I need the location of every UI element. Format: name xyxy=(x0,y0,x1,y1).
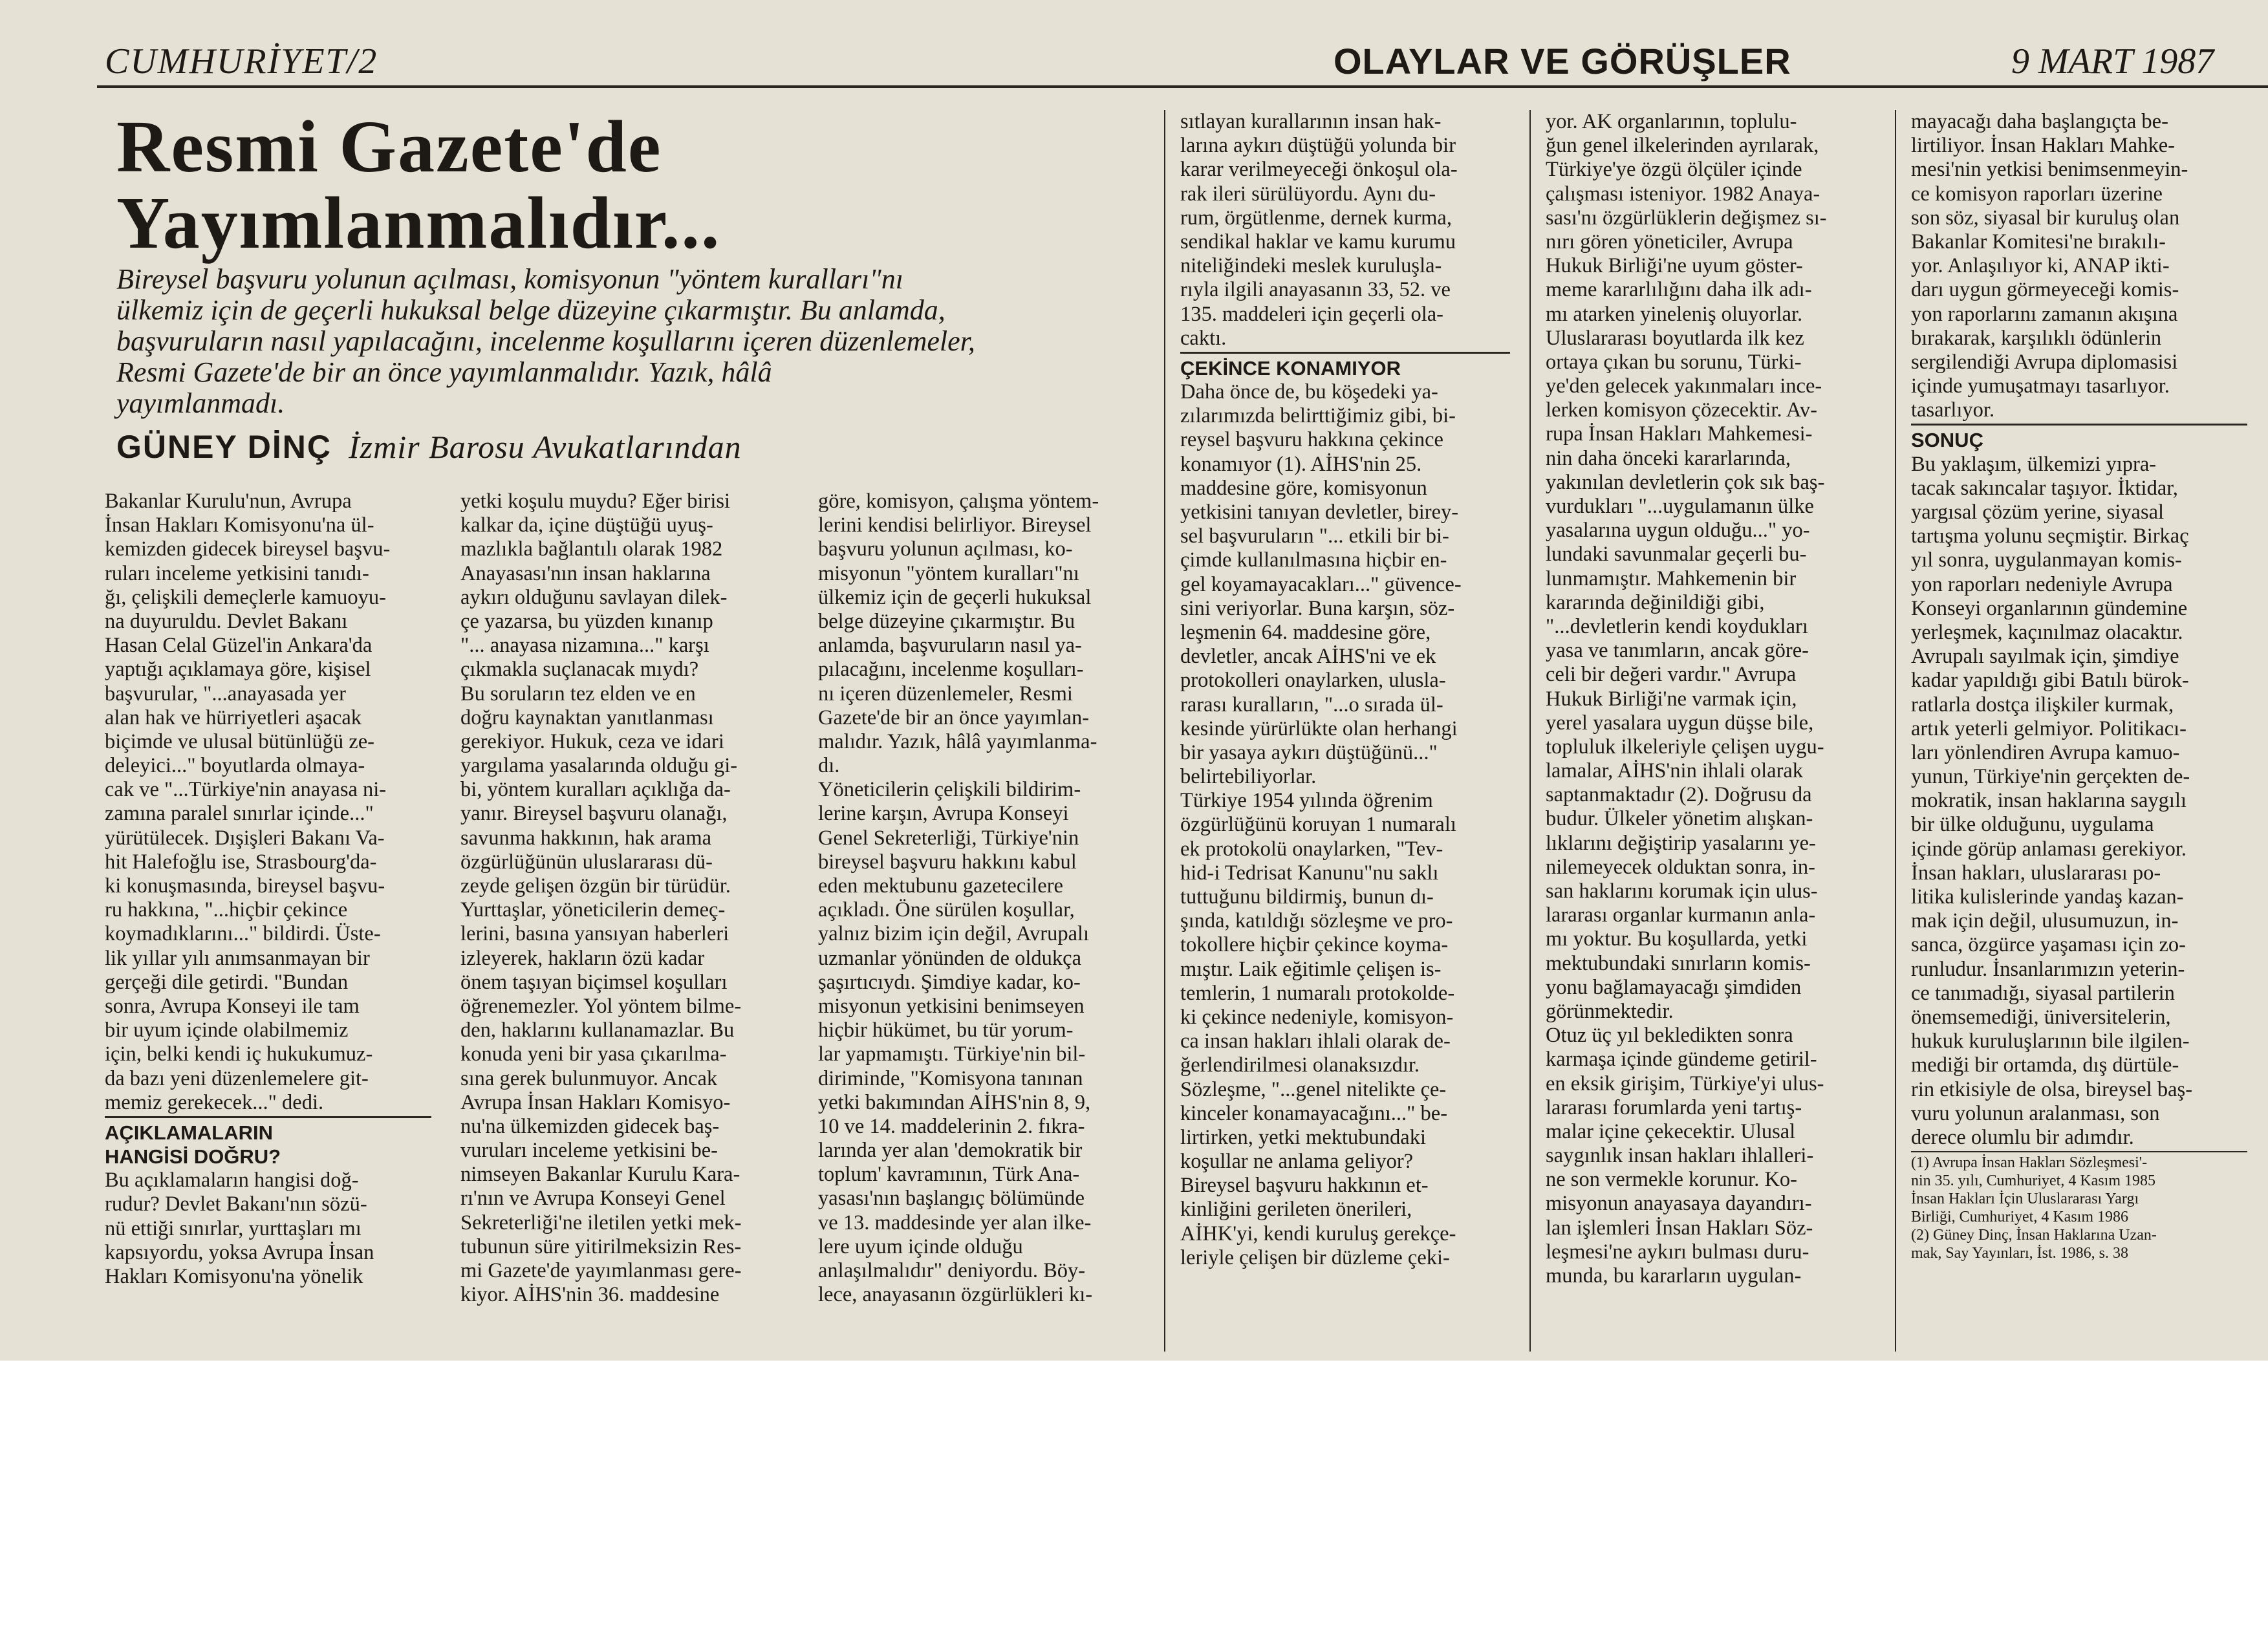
text-line: yon raporlarını zamanın akışına xyxy=(1911,302,2178,326)
text-line: belirtebiliyorlar. xyxy=(1180,765,1317,789)
text-line: yor. Anlaşılıyor ki, ANAP ikti- xyxy=(1911,254,2170,278)
text-line: eden mektubunu gazetecilere xyxy=(818,874,1063,898)
text-line: ülkemiz için de geçerli hukuksal xyxy=(818,585,1092,609)
text-line: bir uyum içinde olabilmemiz xyxy=(105,1018,349,1042)
text-line: kiyor. AİHS'nin 36. maddesine xyxy=(460,1283,720,1307)
text-line: sini veriyorlar. Buna karşın, söz- xyxy=(1180,596,1455,620)
text-line: rı'nın ve Avrupa Konseyi Genel xyxy=(460,1187,726,1211)
text-line: karmaşa içinde gündeme getiril- xyxy=(1546,1048,1817,1072)
text-line: misyonun yetkisini benimseyen xyxy=(818,994,1085,1018)
deck-line: başvuruların nasıl yapılacağını, incelenme koşullarını içeren düzenlemeler, xyxy=(116,325,975,357)
footnote-line: mak, Say Yayınları, İst. 1986, s. 38 xyxy=(1911,1245,2128,1262)
text-line: yaptığı açıklamaya göre, kişisel xyxy=(105,658,371,682)
text-line: konamıyor (1). AİHS'nin 25. xyxy=(1180,452,1422,476)
deck-line: yayımlanmadı. xyxy=(116,387,285,419)
text-line: ğı, çelişkili demeçlerle kamuoyu- xyxy=(105,585,386,609)
text-line: Hakları Komisyonu'na yönelik xyxy=(105,1265,363,1289)
text-line: vurdukları "...uygulamanın ülke xyxy=(1546,495,1814,518)
text-line: artık yeterli gelmiyor. Politikacı- xyxy=(1911,717,2187,740)
text-line: lan işlemleri İnsan Hakları Söz- xyxy=(1546,1216,1813,1240)
text-line: vuru yolunun aralanması, son xyxy=(1911,1101,2160,1125)
text-line: yargılama yasalarında olduğu gi- xyxy=(460,754,738,778)
text-line: zamına paralel sınırlar içinde..." xyxy=(105,802,374,826)
text-line: Daha önce de, bu köşedeki ya- xyxy=(1180,380,1438,404)
header-rule xyxy=(97,85,2268,88)
text-line: deleyici..." boyutlarda olmaya- xyxy=(105,754,365,778)
text-line: nilemeyecek olduktan sonra, in- xyxy=(1546,855,1815,879)
text-line: lerini kendisi belirliyor. Bireysel xyxy=(818,513,1092,537)
text-line: lerken komisyon çözecektir. Av- xyxy=(1546,398,1817,422)
text-line: çalışması isteniyor. 1982 Anaya- xyxy=(1546,182,1820,206)
text-line: Avrupalı sayılmak için, şimdiye xyxy=(1911,645,2179,669)
text-line: yasa ve tanımların, ancak göre- xyxy=(1546,639,1809,663)
text-line: özgürlüğünün uluslararası dü- xyxy=(460,850,713,874)
text-line: biçimde ve ulusal bütünlüğü ze- xyxy=(105,729,374,753)
text-line: konuda yeni bir yasa çıkarılma- xyxy=(460,1042,727,1066)
text-line: alan hak ve hürriyetleri aşacak xyxy=(105,706,362,729)
text-line: litika kulislerinde yandaş kazan- xyxy=(1911,885,2184,909)
text-line: önem taşıyan biçimsel koşulları xyxy=(460,970,728,994)
text-line: kesinde yürürlükte olan herhangi xyxy=(1180,717,1458,740)
text-line: çıkmakla suçlanacak mıydı? xyxy=(460,658,699,682)
text-line: lararası forumlarda yeni tartış- xyxy=(1546,1095,1802,1119)
text-line: rum, örgütlenme, dernek kurma, xyxy=(1180,206,1452,230)
text-line: savunma hakkının, hak arama xyxy=(460,826,712,850)
text-line: yerel yasalara uygun düşse bile, xyxy=(1546,711,1814,735)
footnote-line: İnsan Hakları İçin Uluslararası Yargı xyxy=(1911,1191,2139,1208)
text-line: kararında değinildiği gibi, xyxy=(1546,590,1765,614)
text-line: yerleşmek, kaçınılmaz olacaktır. xyxy=(1911,620,2183,644)
text-line: Hasan Celal Güzel'in Ankara'da xyxy=(105,634,373,658)
text-line: Bu soruların tez elden ve en xyxy=(460,682,696,706)
text-line: Otuz üç yıl bekledikten sonra xyxy=(1546,1024,1793,1048)
text-line: lik yıllar yılı anımsanmayan bir xyxy=(105,946,370,970)
text-line: ki çekince nedeniyle, komisyon- xyxy=(1180,1005,1454,1029)
text-line: hit Halefoğlu ise, Strasbourg'da- xyxy=(105,850,377,874)
text-line: ve 13. maddesinde yer alan ilke- xyxy=(818,1211,1092,1234)
text-line: nırı gören yöneticiler, Avrupa xyxy=(1546,230,1793,253)
text-line: ratlarla dostça ilişkiler kurmak, xyxy=(1911,693,2174,717)
text-line: ortaya çıkan bu sorunu, Türki- xyxy=(1546,350,1802,374)
text-line: Hukuk Birliği'ne uyum göster- xyxy=(1546,254,1803,278)
text-line: 10 ve 14. maddelerinin 2. fıkra- xyxy=(818,1114,1085,1138)
text-line: san haklarını korumak için ulus- xyxy=(1546,879,1818,903)
text-line: mıştır. Laik eğitimle çelişen is- xyxy=(1180,957,1442,981)
text-line: mı atarken yineleniş oluyorlar. xyxy=(1546,302,1803,326)
text-line: Türkiye 1954 yılında öğrenim xyxy=(1180,789,1433,813)
text-line: AİHK'yi, kendi kuruluş gerekçe- xyxy=(1180,1222,1456,1245)
text-line: topluluk ilkeleriyle çelişen uygu- xyxy=(1546,735,1824,759)
text-line: "...devletlerin kendi koydukları xyxy=(1546,614,1808,638)
subheading: HANGİSİ DOĞRU? xyxy=(105,1145,281,1169)
text-line: gerekiyor. Hukuk, ceza ve idari xyxy=(460,729,724,753)
text-line: şaşırtıcıydı. Şimdiye kadar, ko- xyxy=(818,970,1081,994)
article-column-6 xyxy=(1911,110,2247,1262)
text-line: sergilendiği Avrupa diplomasisi xyxy=(1911,350,2178,374)
text-line: lıklarını değiştirip yasalarını ye- xyxy=(1546,831,1816,855)
text-line: na duyuruldu. Devlet Bakanı xyxy=(105,609,348,633)
text-line: saygınlık insan hakları ihlalleri- xyxy=(1546,1144,1814,1168)
text-line: Sözleşme, "...genel nitelikte çe- xyxy=(1180,1077,1447,1101)
text-line: aykırı olduğunu savlayan dilek- xyxy=(460,585,728,609)
text-line: mokratik, insan haklarına saygılı xyxy=(1911,789,2187,813)
article-column-2 xyxy=(460,490,787,1307)
text-line: karar verilmeyeceği önkoşul ola- xyxy=(1180,158,1458,182)
text-line: tasarlıyor. xyxy=(1911,398,1995,422)
text-line: reysel başvuru hakkına çekince xyxy=(1180,428,1443,452)
text-line: bir ülke olduğunu, uygulama xyxy=(1911,813,2154,837)
text-line: "... anayasa nizamına..." karşı xyxy=(460,634,709,658)
text-line: sendikal haklar ve kamu kurumu xyxy=(1180,230,1456,253)
text-line: yanır. Bireysel başvuru olanağı, xyxy=(460,802,728,826)
text-line: şında, katıldığı sözleşme ve pro- xyxy=(1180,909,1453,933)
text-line: lece, anayasanın özgürlükleri kı- xyxy=(818,1283,1093,1307)
text-line: rıyla ilgili anayasanın 33, 52. ve xyxy=(1180,278,1451,302)
deck-line: Resmi Gazete'de bir an önce yayımlanmalıdır. Yazık, hâlâ xyxy=(116,356,772,388)
text-line: yasası'nın başlangıç bölümünde xyxy=(818,1187,1085,1211)
subheading: ÇEKİNCE KONAMIYOR xyxy=(1180,352,1510,380)
text-line: Türkiye'ye özgü ölçüler içinde xyxy=(1546,158,1802,182)
text-line: ğun genel ilkelerinden ayrılarak, xyxy=(1546,134,1819,158)
text-line: ğerlendirilmesi olanaksızdır. xyxy=(1180,1053,1420,1077)
text-line: çe yazarsa, bu yüzden kınanıp xyxy=(460,609,713,633)
text-line: Yöneticilerin çelişkili bildirim- xyxy=(818,778,1081,802)
text-line: hiçbir hükümet, bu tür yorum- xyxy=(818,1018,1074,1042)
text-line: lararası organlar kurmanın anla- xyxy=(1546,903,1816,927)
text-line: mediği bir ortamda, dış dürtüle- xyxy=(1911,1053,2179,1077)
text-line: rarası kuralların, "...o sırada ül- xyxy=(1180,693,1443,717)
text-line: lamalar, AİHS'nin ihlali olarak xyxy=(1546,759,1804,783)
text-line: zılarımızda belirttiğimiz gibi, bi- xyxy=(1180,404,1456,428)
text-line: yonu bağlamayacağı şimdiden xyxy=(1546,975,1802,999)
footnote-rule xyxy=(1911,1151,2247,1152)
text-line: Yurttaşlar, yöneticilerin demeç- xyxy=(460,898,726,922)
text-line: meme kararlılığını daha ilk adı- xyxy=(1546,278,1812,302)
text-line: cak ve "...Türkiye'nin anayasa ni- xyxy=(105,778,387,802)
author-name: GÜNEY DİNÇ xyxy=(116,429,332,465)
text-line: özgürlüğünü koruyan 1 numaralı xyxy=(1180,813,1456,837)
issue-date: 9 MART 1987 xyxy=(2011,41,2214,81)
text-line: koymadıklarını..." bildirdi. Üste- xyxy=(105,922,381,946)
text-line: anlamda, başvuruların nasıl ya- xyxy=(818,634,1082,658)
text-line: ce komisyon raporları üzerine xyxy=(1911,182,2163,206)
text-line: yetki koşulu muydu? Eğer birisi xyxy=(460,490,731,513)
text-line: ek protokolü onaylarken, "Tev- xyxy=(1180,837,1443,861)
text-line: vuruları inceleme yetkisini be- xyxy=(460,1139,718,1163)
text-line: yalnız bizim için değil, Avrupalı xyxy=(818,922,1090,946)
text-line: larında yer alan 'demokratik bir xyxy=(818,1139,1083,1163)
text-line: nimseyen Bakanlar Kurulu Kara- xyxy=(460,1163,740,1187)
text-line: önemsemediği, üniversitelerin, xyxy=(1911,1005,2171,1029)
text-line: Hukuk Birliği'ne varmak için, xyxy=(1546,687,1797,711)
text-line: ruları inceleme yetkisini tanıdı- xyxy=(105,561,369,585)
text-line: lerini, basına yansıyan haberleri xyxy=(460,922,729,946)
text-line: nı içeren düzenlemeler, Resmi xyxy=(818,682,1073,706)
text-line: başvurular, "...anayasada yer xyxy=(105,682,346,706)
text-line: niteliğindeki meslek kuruluşla- xyxy=(1180,254,1442,278)
text-line: lere uyum içinde olduğu xyxy=(818,1234,1023,1258)
article-column-5 xyxy=(1546,110,1882,1288)
text-line: hid-i Tedrisat Kanunu"nu saklı xyxy=(1180,861,1439,885)
text-line: leşmesi'ne aykırı bulması duru- xyxy=(1546,1240,1809,1264)
text-line: kinceler konamayacağını..." be- xyxy=(1180,1101,1448,1125)
section-title: OLAYLAR VE GÖRÜŞLER xyxy=(1334,41,1791,81)
article-column-1 xyxy=(105,490,431,1289)
text-line: gerçeği dile getirdi. "Bundan xyxy=(105,970,349,994)
text-line: yon raporları nedeniyle Avrupa xyxy=(1911,572,2173,596)
text-line: ne son vermekle korunur. Ko- xyxy=(1546,1168,1798,1192)
text-line: içinde görüp anlaması gerekiyor. xyxy=(1911,837,2187,861)
text-line: derece olumlu bir adımdır. xyxy=(1911,1125,2134,1149)
text-line: Bakanlar Kurulu'nun, Avrupa xyxy=(105,490,352,513)
text-line: anlaşılmalıdır" deniyordu. Böy- xyxy=(818,1259,1086,1282)
text-line: için, belki kendi iç hukukumuz- xyxy=(105,1042,373,1066)
subheading: AÇIKLAMALARIN xyxy=(105,1116,431,1145)
text-line: ları yönlendiren Avrupa kamuo- xyxy=(1911,740,2180,764)
text-line: caktı. xyxy=(1180,326,1227,350)
text-line: tuttuğunu bildirmiş, bunun dı- xyxy=(1180,885,1434,909)
text-line: yargısal çözüm yerine, siyasal xyxy=(1911,501,2165,524)
newspaper-page-label: CUMHURİYET/2 xyxy=(105,41,378,81)
text-line: 135. maddeleri için geçerli ola- xyxy=(1180,302,1443,326)
text-line: açıkladı. Öne sürülen koşullar, xyxy=(818,898,1075,922)
text-line: mesi'nin yetkisi benimsenmeyin- xyxy=(1911,158,2188,182)
footnote-line: (1) Avrupa İnsan Hakları Sözleşmesi'- xyxy=(1911,1154,2148,1172)
subheading: SONUÇ xyxy=(1911,424,2247,452)
text-line: tubunun süre yitirilmeksizin Res- xyxy=(460,1234,742,1258)
text-line: lar yapmamıştı. Türkiye'nin bil- xyxy=(818,1042,1086,1066)
text-line: yıl sonra, uygulanmayan komis- xyxy=(1911,548,2182,572)
text-line: yasalarına uygun olduğu..." yo- xyxy=(1546,519,1810,543)
text-line: lerine karşın, Avrupa Konseyi xyxy=(818,802,1069,826)
text-line: sel başvuruların "... etkili bir bi- xyxy=(1180,524,1449,548)
text-line: dı. xyxy=(818,754,840,778)
text-line: mazlıkla bağlantılı olarak 1982 xyxy=(460,537,723,561)
text-line: bireysel başvuru hakkını kabul xyxy=(818,850,1077,874)
text-line: tartışma yolunu seçmiştir. Birkaç xyxy=(1911,524,2189,548)
text-line: devletler, ancak AİHS'ni ve ek xyxy=(1180,645,1436,669)
text-line: mi Gazete'de yayımlanması gere- xyxy=(460,1259,742,1282)
text-line: yakınılan devletlerin çok sık baş- xyxy=(1546,470,1825,494)
text-line: ki konuşmasında, bireysel başvu- xyxy=(105,874,385,898)
text-line: den, haklarını kullanamazlar. Bu xyxy=(460,1018,735,1042)
text-line: rudur? Devlet Bakanı'nın sözü- xyxy=(105,1192,367,1216)
text-line: mı yoktur. Bu koşullarda, yetki xyxy=(1546,927,1808,951)
column-divider xyxy=(1895,110,1896,1352)
text-line: ye'den gelecek yakınmaları ince- xyxy=(1546,374,1822,398)
text-line: çimde kullanılmasına hiçbir en- xyxy=(1180,548,1447,572)
text-line: budur. Ülkeler yönetim alışkan- xyxy=(1546,807,1813,831)
text-line: mayacağı daha başlangıçta be- xyxy=(1911,110,2168,133)
text-line: leriyle çelişen bir düzleme çeki- xyxy=(1180,1245,1450,1269)
text-line: Genel Sekreterliği, Türkiye'nin xyxy=(818,826,1079,850)
text-line: maddesine göre, komisyonun xyxy=(1180,476,1427,500)
text-line: Avrupa İnsan Hakları Komisyo- xyxy=(460,1090,731,1114)
text-line: içinde yumuşatmayı tasarlıyor. xyxy=(1911,374,2170,398)
text-line: tacak sakıncalar taşıyor. İktidar, xyxy=(1911,476,2178,500)
text-line: Sekreterliği'ne iletilen yetki mek- xyxy=(460,1211,742,1234)
deck-line: Bireysel başvuru yolunun açılması, komisyonun "yöntem kuralları"nı xyxy=(116,263,904,295)
author-affiliation: İzmir Barosu Avukatlarından xyxy=(349,429,742,465)
text-line: malar içine çekecektir. Ulusal xyxy=(1546,1119,1796,1143)
text-line: yetkisini tanıyan devletler, birey- xyxy=(1180,501,1459,524)
text-line: diriminde, "Komisyona tanınan xyxy=(818,1066,1083,1090)
text-line: nü ettiği sınırlar, yurttaşları mı xyxy=(105,1216,362,1240)
text-line: misyonun "yöntem kuralları"nı xyxy=(818,561,1079,585)
deck-line: ülkemiz için de geçerli hukuksal belge düzeyine çıkarmıştır. Bu anlamda, xyxy=(116,294,945,326)
text-line: kalkar da, içine düştüğü uyuş- xyxy=(460,513,713,537)
text-line: sası'nı özgürlüklerin değişmez sı- xyxy=(1546,206,1827,230)
text-line: runludur. İnsanlarımızın yeterin- xyxy=(1911,957,2185,981)
text-line: misyonun anayasaya dayandırı- xyxy=(1546,1192,1812,1216)
text-line: pılacağını, incelenme koşulları- xyxy=(818,658,1084,682)
text-line: mak için değil, ulusumuzun, in- xyxy=(1911,909,2179,933)
text-line: uzmanlar yönünden de oldukça xyxy=(818,946,1082,970)
text-line: lirtiliyor. İnsan Hakları Mahke- xyxy=(1911,134,2175,158)
text-line: yetki bakımından AİHS'nin 8, 9, xyxy=(818,1090,1091,1114)
text-line: İnsan Hakları Komisyonu'na ül- xyxy=(105,513,374,537)
text-line: lirtirken, yetki mektubundaki xyxy=(1180,1125,1426,1149)
text-line: larına aykırı düştüğü yolunda bir xyxy=(1180,134,1456,158)
text-line: görünmektedir. xyxy=(1546,999,1674,1023)
text-line: leşmenin 64. maddesine göre, xyxy=(1180,620,1431,644)
headline-line: Yayımlanmalıdır... xyxy=(116,182,721,264)
article-deck xyxy=(116,264,1171,419)
text-line: lundaki savunmalar geçerli bu- xyxy=(1546,543,1807,566)
article-headline xyxy=(116,105,1164,264)
text-line: malıdır. Yazık, hâlâ yayımlanma- xyxy=(818,729,1097,753)
text-line: rin etkisiyle de olsa, bireysel baş- xyxy=(1911,1077,2193,1101)
column-divider xyxy=(1164,110,1165,1352)
text-line: nin daha önceki kararlarında, xyxy=(1546,446,1791,470)
text-line: ce tanımadığı, siyasal partilerin xyxy=(1911,981,2175,1005)
text-line: nu'na ülkemizden gidecek baş- xyxy=(460,1114,720,1138)
text-line: Uluslararası boyutlarda ilk kez xyxy=(1546,326,1804,350)
footnote-line: Birliği, Cumhuriyet, 4 Kasım 1986 xyxy=(1911,1209,2128,1226)
text-line: bırakarak, karşılıklı ödünlerin xyxy=(1911,326,2162,350)
text-line: Bireysel başvuru hakkının et- xyxy=(1180,1174,1429,1198)
text-line: mektubundaki sınırların komis- xyxy=(1546,951,1811,975)
article-column-3 xyxy=(818,490,1145,1307)
text-line: rak ileri sürülüyordu. Aynı du- xyxy=(1180,182,1436,206)
text-line: göre, komisyon, çalışma yöntem- xyxy=(818,490,1099,513)
text-line: memiz gerekecek..." dedi. xyxy=(105,1090,324,1114)
text-line: rupa İnsan Hakları Mahkemesi- xyxy=(1546,422,1813,446)
text-line: zeyde gelişen özgün bir türüdür. xyxy=(460,874,731,898)
text-line: Bakanlar Komitesi'ne bırakılı- xyxy=(1911,230,2166,253)
text-line: koşullar ne anlama geliyor? xyxy=(1180,1150,1414,1174)
text-line: öğrenemezler. Yol yöntem bilme- xyxy=(460,994,742,1018)
text-line: gel koyamayacakları..." güvence- xyxy=(1180,572,1462,596)
text-line: Anayasası'nın insan haklarına xyxy=(460,561,711,585)
text-line: doğru kaynaktan yanıtlanması xyxy=(460,706,714,729)
text-line: protokolleri onaylarken, ulusla- xyxy=(1180,669,1446,693)
text-line: İnsan hakları, uluslararası po- xyxy=(1911,861,2161,885)
text-line: sonra, Avrupa Konseyi ile tam xyxy=(105,994,360,1018)
text-line: Bu yaklaşım, ülkemizi yıpra- xyxy=(1911,452,2157,476)
text-line: kapsıyordu, yoksa Avrupa İnsan xyxy=(105,1240,374,1264)
text-line: ru hakkına, "...hiçbir çekince xyxy=(105,898,348,922)
text-line: en eksik girişim, Türkiye'yi ulus- xyxy=(1546,1072,1824,1095)
text-line: sıtlayan kurallarının insan hak- xyxy=(1180,110,1442,133)
text-line: belge düzeyine çıkarmıştır. Bu xyxy=(818,609,1075,633)
column-divider xyxy=(1529,110,1531,1352)
text-line: kadar yapıldığı gibi Batılı bürok- xyxy=(1911,669,2189,693)
text-line: Bu açıklamaların hangisi doğ- xyxy=(105,1169,359,1192)
text-line: lunmamıştır. Mahkemenin bir xyxy=(1546,566,1797,590)
text-line: bi, yöntem kuralları açıklığa da- xyxy=(460,778,731,802)
text-line: temlerin, 1 numaralı protokolde- xyxy=(1180,981,1455,1005)
text-line: yürütülecek. Dışişleri Bakanı Va- xyxy=(105,826,385,850)
text-line: darı uygun görmeyeceği komis- xyxy=(1911,278,2179,302)
byline xyxy=(116,428,1164,469)
text-line: saptanmaktadır (2). Doğrusu da xyxy=(1546,783,1812,807)
footnote-line: (2) Güney Dinç, İnsan Haklarına Uzan- xyxy=(1911,1227,2157,1244)
text-line: tokollere hiçbir çekince koyma- xyxy=(1180,933,1449,957)
text-line: munda, bu kararların uygulan- xyxy=(1546,1264,1802,1288)
headline-line: Resmi Gazete'de xyxy=(116,105,662,188)
text-line: son söz, siyasal bir kuruluş olan xyxy=(1911,206,2180,230)
text-line: sına gerek bulunmuyor. Ancak xyxy=(460,1066,718,1090)
text-line: sanca, özgürce yaşaması için zo- xyxy=(1911,933,2187,957)
text-line: kinliğini gerileten önerileri, xyxy=(1180,1198,1412,1222)
text-line: da bazı yeni düzenlemelere git- xyxy=(105,1066,369,1090)
text-line: kemizden gidecek bireysel başvu- xyxy=(105,537,391,561)
text-line: başvuru yolunun açılması, ko- xyxy=(818,537,1073,561)
text-line: Konseyi organlarının gündemine xyxy=(1911,596,2188,620)
text-line: yor. AK organlarının, toplulu- xyxy=(1546,110,1797,133)
text-line: celi bir değeri vardır." Avrupa xyxy=(1546,663,1797,687)
footnote-line: nin 35. yılı, Cumhuriyet, 4 Kasım 1985 xyxy=(1911,1172,2155,1190)
text-line: izleyerek, hakların özü kadar xyxy=(460,946,705,970)
text-line: toplum' kavramının, Türk Ana- xyxy=(818,1163,1080,1187)
text-line: yunun, Türkiye'nin gerçekten de- xyxy=(1911,765,2190,789)
text-line: ca insan hakları ihlali olarak de- xyxy=(1180,1029,1451,1053)
article-column-4 xyxy=(1180,110,1510,1270)
text-line: bir yasaya aykırı düştüğünü..." xyxy=(1180,740,1438,764)
text-line: hukuk kuruluşlarının bile ilgilen- xyxy=(1911,1029,2190,1053)
text-line: Gazete'de bir an önce yayımlan- xyxy=(818,706,1090,729)
